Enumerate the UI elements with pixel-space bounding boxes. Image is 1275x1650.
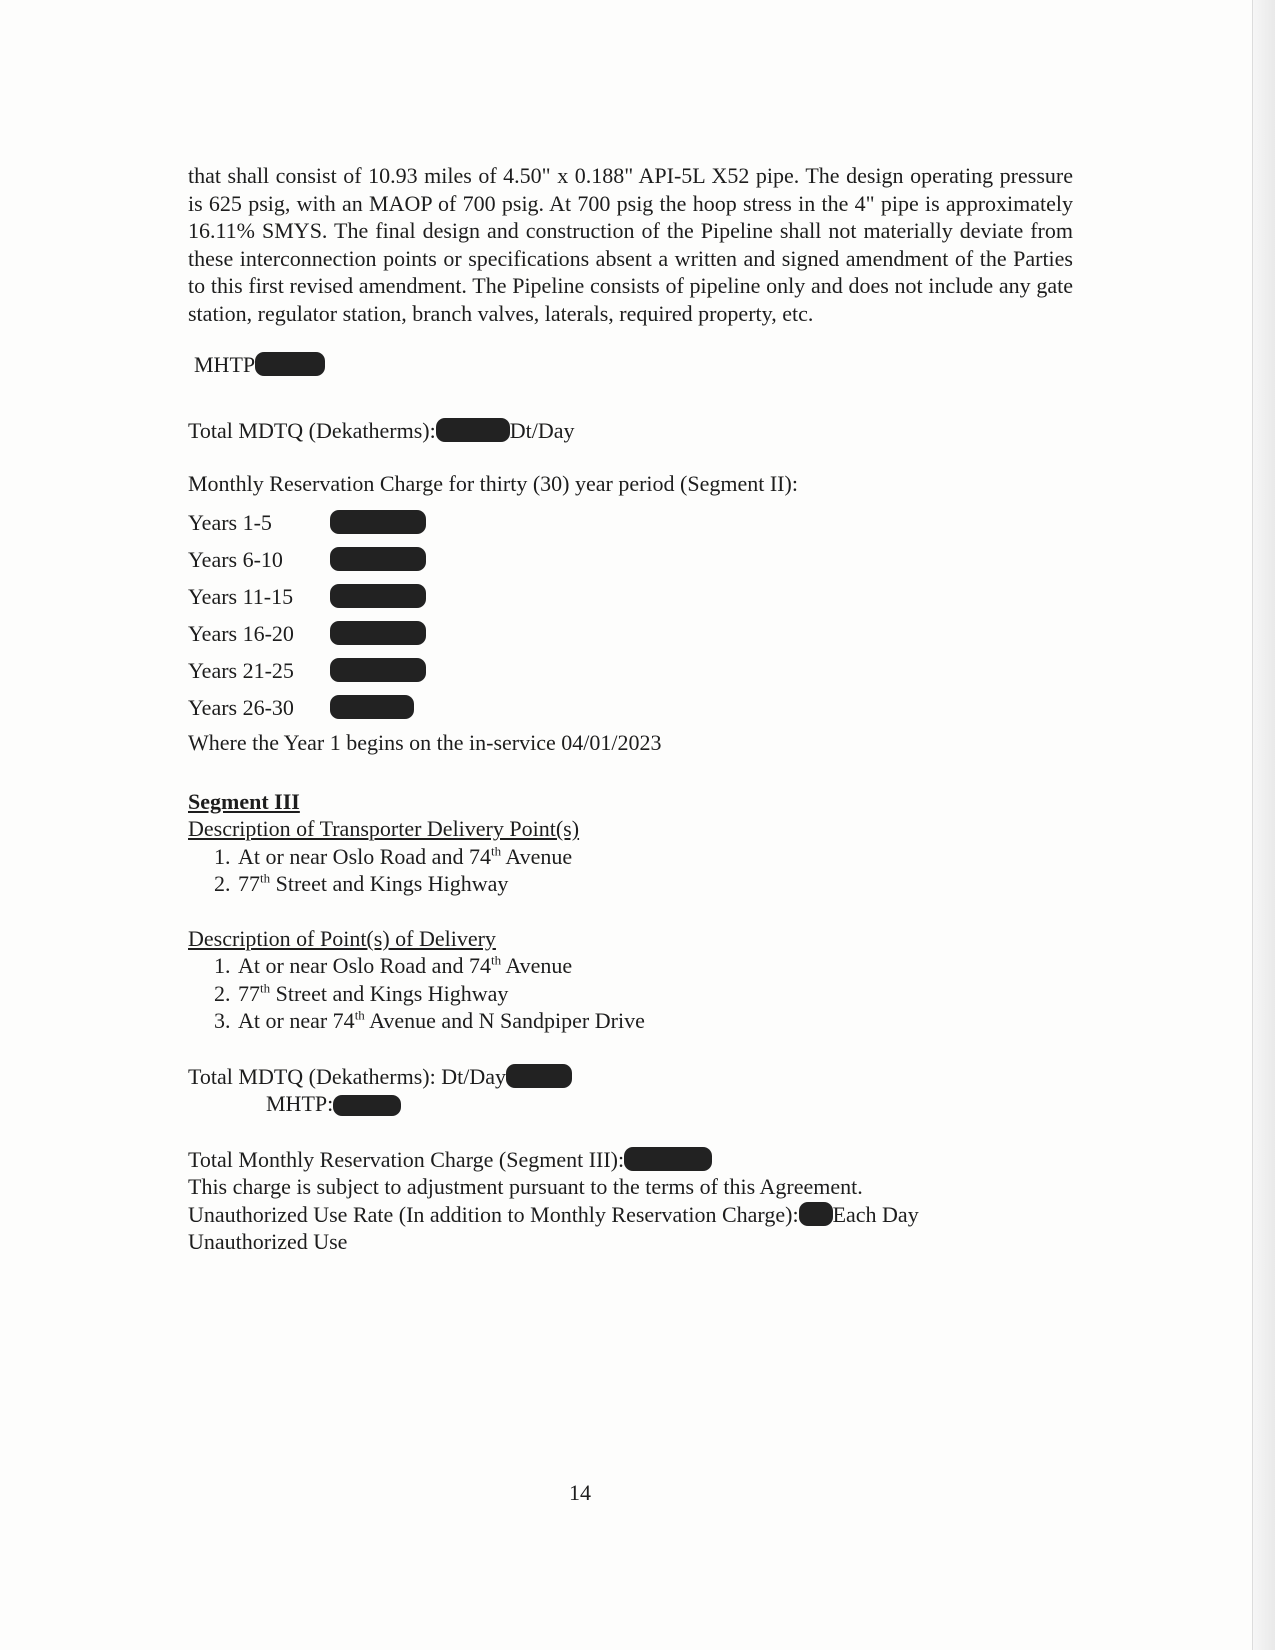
redaction-block xyxy=(330,584,426,608)
redaction-block xyxy=(330,547,426,571)
year-label: Years 11-15 xyxy=(188,583,294,609)
redaction-block xyxy=(330,695,414,719)
year1-note: Where the Year 1 begins on the in-service 04/01/2023 xyxy=(188,729,662,755)
segment-iii-mhtp-line xyxy=(188,1090,1073,1118)
list-item: 3. At or near 74th Avenue and N Sandpiper Drive xyxy=(236,1007,1073,1035)
page-edge xyxy=(1252,0,1275,1650)
monthly-charge-heading: Monthly Reservation Charge for thirty (30) year period (Segment II): xyxy=(188,471,798,496)
list-item: 2. 77th Street and Kings Highway xyxy=(236,870,1073,898)
list-item: 1. At or near Oslo Road and 74th Avenue xyxy=(236,952,1073,980)
year-row xyxy=(188,652,1073,689)
year-row xyxy=(188,504,1073,541)
segment-iii-total-charge-label: Total Monthly Reservation Charge (Segment III): xyxy=(188,1146,625,1172)
redaction-block xyxy=(255,352,325,376)
year-label: Years 26-30 xyxy=(188,694,294,720)
mdtq-line xyxy=(188,417,1073,445)
year-row xyxy=(188,689,1073,726)
adjustment-note: This charge is subject to adjustment pursuant to the terms of this Agreement. xyxy=(188,1174,863,1199)
year-row xyxy=(188,541,1073,578)
year-label: Years 21-25 xyxy=(188,657,294,683)
segment-iii-mhtp-label: MHTP: xyxy=(266,1091,334,1116)
segment-iii-total-charge-line xyxy=(188,1146,1073,1174)
year-charges-list xyxy=(188,504,1073,726)
year-label: Years 6-10 xyxy=(188,546,283,572)
mdtq-unit: Dt/Day xyxy=(509,417,575,443)
unauthorized-use-line-2: Unauthorized Use xyxy=(188,1229,348,1254)
year-label: Years 16-20 xyxy=(188,620,294,646)
delivery-points-heading: Description of Point(s) of Delivery xyxy=(188,925,496,951)
mhtp-line xyxy=(188,351,1073,379)
unauthorized-use-label: Unauthorized Use Rate (In addition to Monthly Reservation Charge): xyxy=(188,1201,799,1227)
year-label: Years 1-5 xyxy=(188,509,272,535)
segment-iii-title: Segment III xyxy=(188,788,300,814)
transporter-delivery-heading: Description of Transporter Delivery Point(s) xyxy=(188,816,580,841)
redaction-block xyxy=(330,510,426,534)
mhtp-label: MHTP xyxy=(194,352,256,377)
transporter-points-list xyxy=(188,843,1073,898)
redaction-block xyxy=(330,621,426,645)
delivery-points-list xyxy=(188,952,1073,1035)
redaction-block xyxy=(799,1202,833,1226)
redaction-block xyxy=(330,658,426,682)
redaction-block xyxy=(506,1064,572,1088)
list-item: 2. 77th Street and Kings Highway xyxy=(236,980,1073,1008)
unauthorized-use-suffix: Each Day xyxy=(832,1201,919,1227)
unauthorized-use-line xyxy=(188,1201,1073,1229)
document-body xyxy=(188,162,1073,1256)
segment-iii-mdtq-label: Total MDTQ (Dekatherms): Dt/Day xyxy=(188,1063,506,1089)
mdtq-label: Total MDTQ (Dekatherms): xyxy=(188,417,436,443)
segment-iii-mdtq-line xyxy=(188,1063,1073,1091)
redaction-block xyxy=(333,1095,401,1116)
year-row xyxy=(188,578,1073,615)
page-number: 14 xyxy=(569,1480,591,1505)
redaction-block xyxy=(624,1147,712,1171)
redaction-block xyxy=(436,418,510,442)
year-row xyxy=(188,615,1073,652)
pipeline-paragraph: that shall consist of 10.93 miles of 4.50" x 0.188" API-5L X52 pipe. The design operating pressure is 625 psig, with an MAOP of 700 psig. At 700 psig the hoop stress in the 4" pipe is approximately 16.11% SMYS. The final design and construction of the Pipeline shall not materially deviate from these interconnection points or specifications absent a written and signed amendment of the Parties to this first revised amendment. The Pipeline consists of pipeline only and does not include any gate station, regulator station, branch valves, laterals, required property, etc. xyxy=(188,163,1073,326)
list-item: 1. At or near Oslo Road and 74th Avenue xyxy=(236,843,1073,871)
